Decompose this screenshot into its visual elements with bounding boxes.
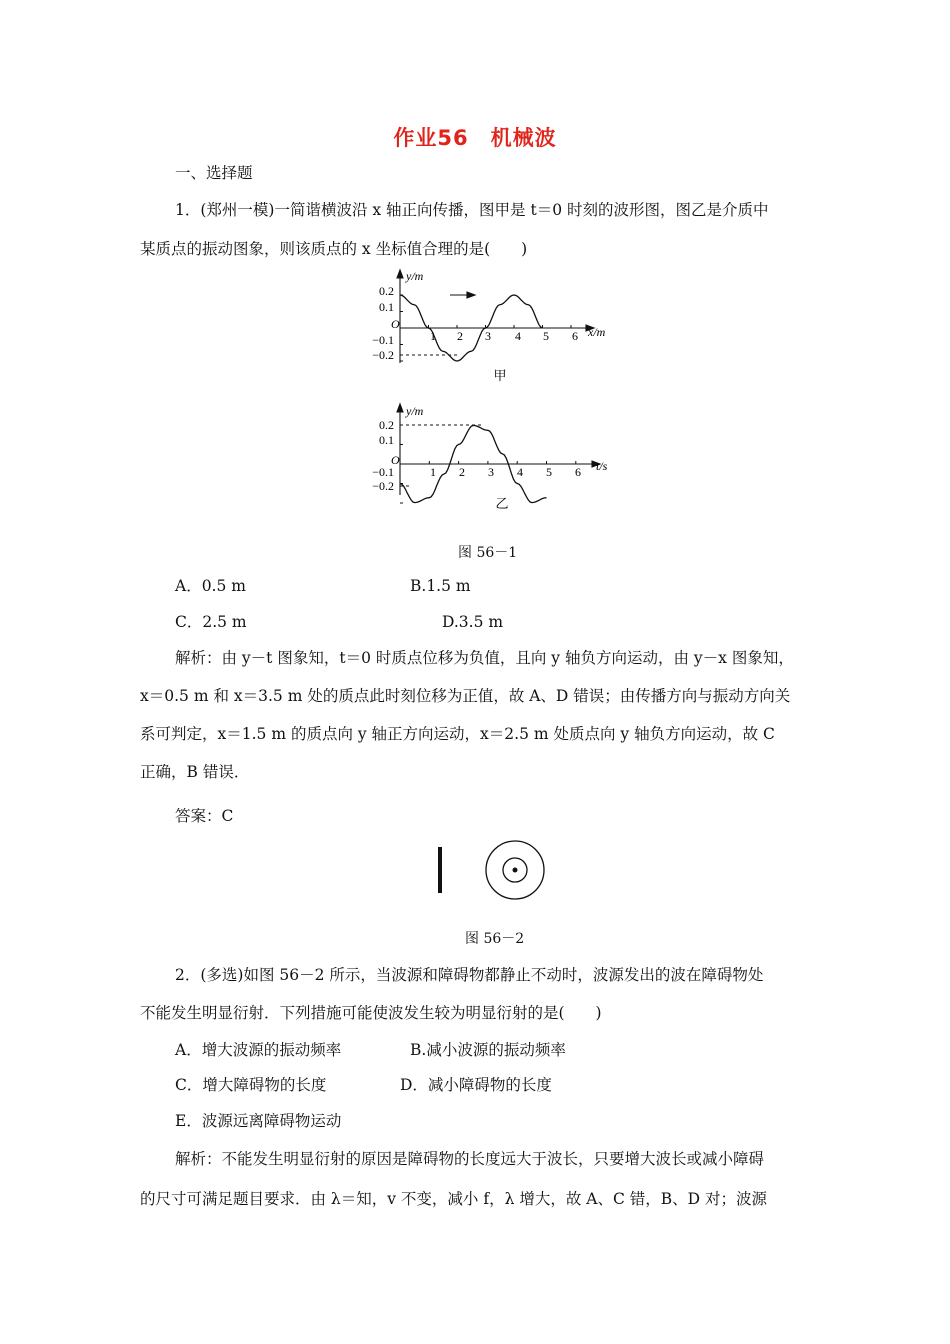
graph-a-ytick-0: 0.2: [379, 284, 394, 298]
graph-b-ytick-0: 0.2: [379, 418, 394, 432]
q1-analysis-3: 系可判定，x＝1.5 m 的质点向 y 轴正方向运动，x＝2.5 m 处质点向 y 轴负方向运动，故 C: [140, 725, 775, 743]
q1-option-a: A．0.5 m: [175, 577, 246, 595]
fig2-caption: 图 56－2: [465, 931, 525, 947]
graph-b-xtick-1: 1: [430, 465, 436, 479]
q2-option-c: C．增大障碍物的长度: [175, 1076, 327, 1094]
q1-line-1: 1．(郑州一模)一简谐横波沿 x 轴正向传播，图甲是 t＝0 时刻的波形图，图乙是介质中: [175, 201, 769, 219]
graph-b-ylabel: y/m: [406, 404, 424, 418]
section-heading: 一、选择题: [175, 164, 253, 182]
graph-b-xtick-2: 2: [459, 465, 465, 479]
q1-analysis-4: 正确，B 错误．: [140, 763, 250, 781]
q1-line-2: 某质点的振动图象，则该质点的 x 坐标值合理的是( ): [140, 240, 528, 258]
q2-option-a: A．增大波源的振动频率: [175, 1041, 342, 1059]
graph-a-origin: O: [391, 317, 400, 331]
fig1-caption: 图 56－1: [458, 545, 518, 561]
graph-b-ytick-2: −0.1: [372, 465, 394, 479]
q2-line-2: 不能发生明显衍射．下列措施可能使波发生较为明显衍射的是( ): [140, 1004, 602, 1022]
graph-a-ylabel: y/m: [406, 269, 424, 283]
graph-b-ytick-1: 0.1: [379, 433, 394, 447]
graph-a-ytick-2: −0.1: [372, 333, 394, 347]
q1-option-b: B.1.5 m: [410, 577, 471, 595]
q1-option-d: D.3.5 m: [442, 613, 504, 631]
graph-b-origin: O: [391, 453, 400, 467]
q2-line-1: 2．(多选)如图 56－2 所示，当波源和障碍物都静止不动时，波源发出的波在障碍物处: [175, 966, 764, 984]
q1-option-c: C．2.5 m: [175, 613, 247, 631]
graph-a-xtick-1: 1: [430, 329, 436, 343]
graph-b: [350, 400, 620, 515]
graph-a-xtick-2: 2: [457, 329, 463, 343]
q1-analysis-1: 解析：由 y－t 图象知，t＝0 时质点位移为负值，且向 y 轴负方向运动，由 y－x 图象知，: [175, 649, 794, 667]
graph-b-xtick-6: 6: [575, 465, 581, 479]
q2-analysis-1: 解析：不能发生明显衍射的原因是障碍物的长度远大于波长，只要增大波长或减小障碍: [175, 1150, 765, 1168]
page-title: 作业56 机械波: [393, 126, 557, 150]
graph-b-xlabel: t/s: [596, 459, 608, 473]
q2-option-d: D．减小障碍物的长度: [400, 1076, 552, 1094]
wave-source-dot: [513, 868, 518, 873]
q1-answer: 答案：C: [175, 807, 234, 825]
graph-b-xtick-3: 3: [488, 465, 494, 479]
graph-a-xtick-3: 3: [485, 329, 491, 343]
graph-b-label: 乙: [495, 496, 509, 511]
fig2-diagram: [425, 838, 555, 908]
graph-a-ytick-3: −0.2: [372, 348, 394, 362]
graph-b-xtick-4: 4: [517, 465, 523, 479]
graph-a-xlabel: x/m: [588, 325, 606, 339]
q2-option-b: B.减小波源的振动频率: [410, 1041, 566, 1059]
q1-analysis-2: x＝0.5 m 和 x＝3.5 m 处的质点此时刻位移为正值，故 A、D 错误；由传播方向与振动方向关: [140, 687, 791, 705]
obstacle-bar: [438, 847, 442, 893]
graph-b-xtick-5: 5: [546, 465, 552, 479]
graph-a-xtick-4: 4: [515, 329, 521, 343]
q2-analysis-2: 的尺寸可满足题目要求．由 λ＝知，v 不变，减小 f，λ 增大，故 A、C 错，B、D 对；波源: [140, 1190, 768, 1208]
graph-a-ytick-1: 0.1: [379, 300, 394, 314]
graph-a-xtick-6: 6: [572, 329, 578, 343]
graph-a-xtick-5: 5: [543, 329, 549, 343]
q2-option-e: E．波源远离障碍物运动: [175, 1112, 342, 1130]
graph-a: [350, 268, 620, 388]
graph-b-ytick-3: −0.2: [372, 479, 394, 493]
graph-a-label: 甲: [493, 368, 507, 383]
